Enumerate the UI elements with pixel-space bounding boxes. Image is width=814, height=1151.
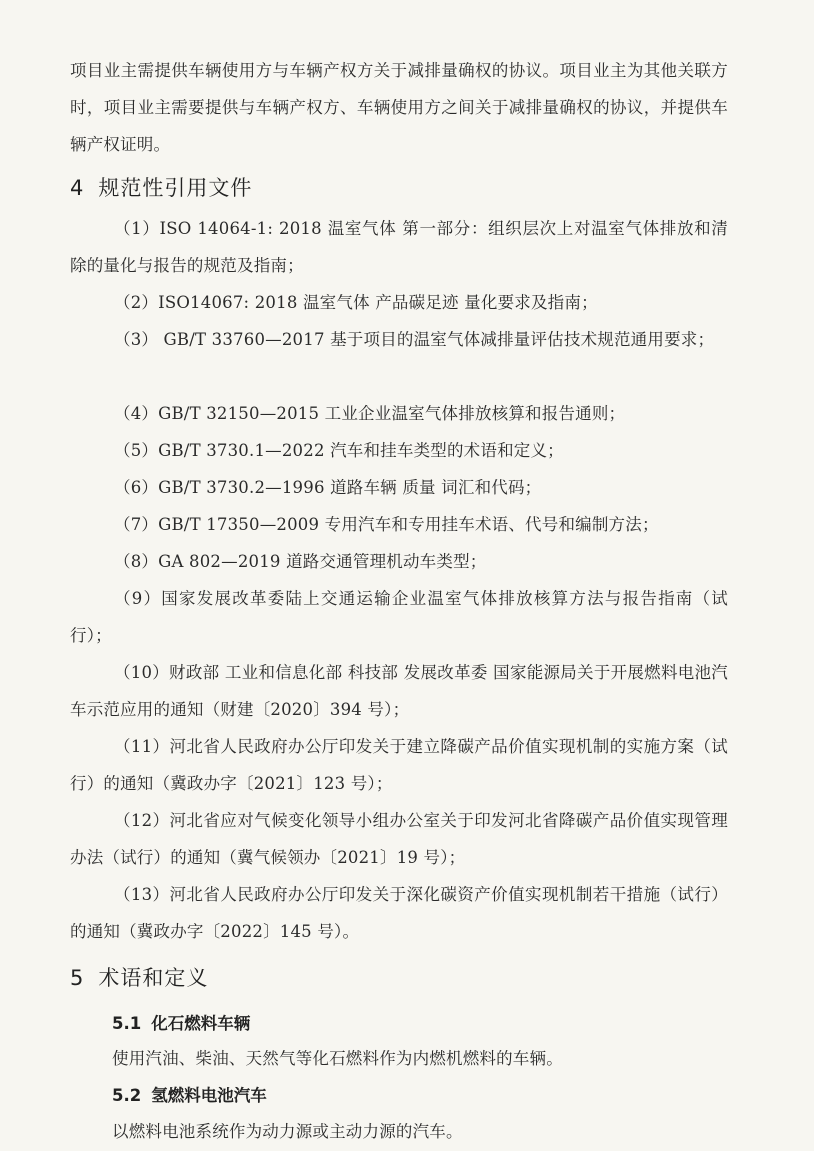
reference-item: （9）国家发展改革委陆上交通运输企业温室气体排放核算方法与报告指南（试行）；	[70, 589, 728, 645]
reference-item: （2）ISO14067: 2018 温室气体 产品碳足迹 量化要求及指南；	[114, 293, 598, 312]
term-definition: 以燃料电池系统作为动力源或主动力源的汽车。	[112, 1122, 463, 1141]
section-5-number: 5	[70, 966, 85, 990]
reference-item: （4）GB/T 32150—2015 工业企业温室气体排放核算和报告通则；	[114, 404, 626, 423]
reference-item: （5）GB/T 3730.1—2022 汽车和挂车类型的术语和定义；	[114, 441, 564, 460]
section-4-heading	[70, 172, 252, 202]
reference-item: （10）财政部 工业和信息化部 科技部 发展改革委 国家能源局关于开展燃料电池汽车示范应用的通知（财建〔2020〕394 号）；	[70, 663, 728, 719]
reference-item: （11）河北省人民政府办公厅印发关于建立降碳产品价值实现机制的实施方案（试行）的通知（冀政办字〔2021〕123 号）；	[70, 737, 728, 793]
term-heading	[112, 1082, 267, 1106]
reference-item: （8）GA 802—2019 道路交通管理机动车类型；	[114, 552, 487, 571]
term-number: 5.1	[112, 1014, 142, 1033]
term-number: 5.2	[112, 1086, 142, 1105]
intro-paragraph: 项目业主需提供车辆使用方与车辆产权方关于减排量确权的协议。项目业主为其他关联方时，项目业主需要提供与车辆产权方、车辆使用方之间关于减排量确权的协议，并提供车辆产权证明。	[70, 61, 728, 154]
term-title: 化石燃料车辆	[151, 1014, 251, 1033]
section-5-title: 术语和定义	[98, 966, 209, 990]
reference-item: （6）GB/T 3730.2—1996 道路车辆 质量 词汇和代码；	[114, 478, 542, 497]
reference-item: （12）河北省应对气候变化领导小组办公室关于印发河北省降碳产品价值实现管理办法（试行）的通知（冀气候领办〔2021〕19 号）；	[70, 811, 728, 867]
term-title: 氢燃料电池汽车	[151, 1086, 267, 1105]
reference-item: （3） GB/T 33760—2017 基于项目的温室气体减排量评估技术规范通用要求；	[114, 330, 715, 349]
section-5-heading	[70, 962, 208, 992]
reference-item: （1）ISO 14064-1: 2018 温室气体 第一部分：组织层次上对温室气体排放和清除的量化与报告的规范及指南；	[70, 219, 728, 275]
term-heading	[112, 1010, 250, 1034]
section-4-title: 规范性引用文件	[98, 176, 253, 200]
term-definition: 使用汽油、柴油、天然气等化石燃料作为内燃机燃料的车辆。	[112, 1049, 563, 1068]
section-4-number: 4	[70, 176, 85, 200]
reference-item: （13）河北省人民政府办公厅印发关于深化碳资产价值实现机制若干措施（试行）的通知（冀政办字〔2022〕145 号）。	[70, 885, 728, 941]
reference-item: （7）GB/T 17350—2009 专用汽车和专用挂车术语、代号和编制方法；	[114, 515, 659, 534]
